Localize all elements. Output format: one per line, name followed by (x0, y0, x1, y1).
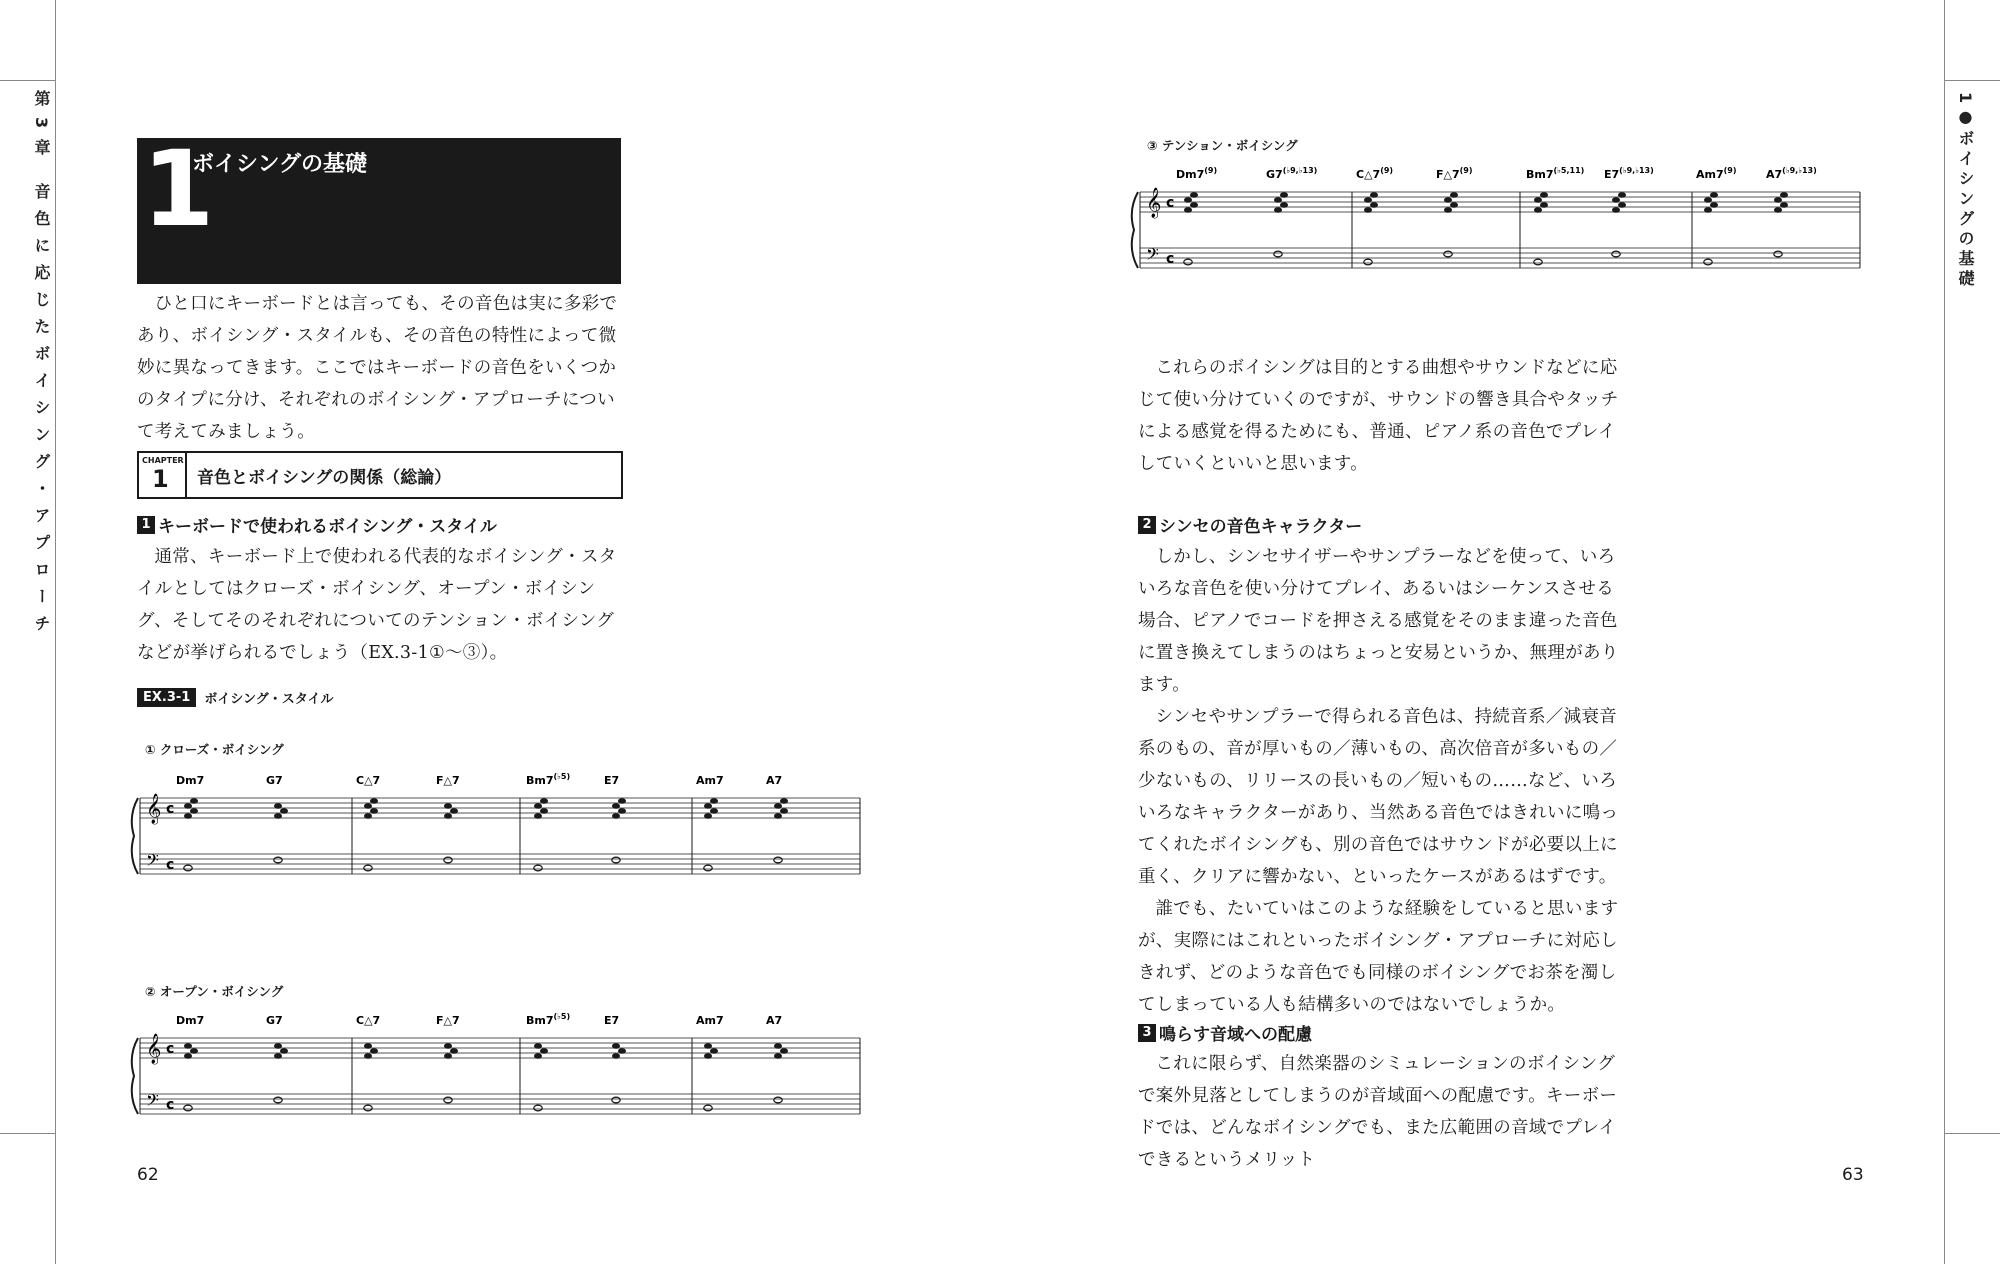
treble-notehead (280, 808, 288, 814)
treble-notehead (1780, 192, 1788, 198)
bass-notehead (1274, 251, 1282, 257)
treble-notehead (1364, 197, 1372, 203)
treble-notehead (1190, 192, 1198, 198)
right-margin-line (1944, 0, 1945, 1264)
treble-notehead (364, 803, 372, 809)
example-title: ボイシング・スタイル (204, 692, 334, 707)
treble-notehead (1540, 202, 1548, 208)
treble-notehead (1280, 192, 1288, 198)
staff-brace (132, 798, 138, 874)
chord-symbol: E7 (604, 774, 620, 787)
example-tag: EX.3-1 (137, 688, 196, 707)
bass-notehead (1184, 259, 1192, 265)
treble-notehead (190, 798, 198, 804)
section-number-2: 2 (1138, 516, 1156, 534)
chapter-number: 1 (152, 465, 169, 493)
treble-notehead (1184, 207, 1192, 213)
treble-notehead (710, 1048, 718, 1054)
chapter-side-title: 第3章 音色に応じたボイシング・アプローチ (32, 90, 51, 642)
chord-symbol: $Bm7^{(♭5)}$ (526, 772, 571, 787)
treble-notehead (1612, 207, 1620, 213)
treble-notehead (1710, 202, 1718, 208)
right-tab-bottom-rule (1944, 1133, 2000, 1134)
bass-notehead (704, 1105, 712, 1111)
chord-symbol: A7 (766, 1014, 783, 1027)
section-title-3: 鳴らす音域への配慮 (1159, 1025, 1312, 1045)
treble-notehead (450, 808, 458, 814)
bass-notehead (1444, 251, 1452, 257)
treble-notehead (1274, 207, 1282, 213)
bass-notehead (774, 1097, 782, 1103)
treble-notehead (612, 1053, 620, 1059)
treble-notehead (774, 1043, 782, 1049)
section3-paragraph: これに限らず、自然楽器のシミュレーションのボイシングで案外見落としてしまうのが音域面への配慮です。キーボードでは、どんなボイシングでも、また広範囲の音域でプレイできるというメリット (1138, 1054, 1618, 1170)
treble-clef-icon: 𝄞 (146, 1034, 162, 1064)
treble-notehead (704, 813, 712, 819)
left-tab-top-rule (0, 80, 55, 81)
treble-notehead (780, 1048, 788, 1054)
example-label (137, 688, 333, 707)
staff-brace (132, 1038, 138, 1114)
treble-notehead (274, 1043, 282, 1049)
chapter-number-cell (139, 453, 187, 497)
treble-notehead (534, 1043, 542, 1049)
chord-symbol: E7 (604, 1014, 620, 1027)
treble-notehead (1534, 207, 1542, 213)
treble-notehead (444, 813, 452, 819)
treble-notehead (612, 813, 620, 819)
treble-clef-icon: 𝄞 (1146, 188, 1162, 218)
left-margin-line (55, 0, 56, 1264)
treble-notehead (780, 808, 788, 814)
chapter-box (137, 451, 623, 499)
common-time-icon: c (1166, 195, 1175, 211)
treble-notehead (370, 1048, 378, 1054)
treble-notehead (450, 1048, 458, 1054)
treble-notehead (710, 808, 718, 814)
treble-notehead (370, 808, 378, 814)
chord-symbol: Dm7 (176, 1014, 205, 1027)
treble-notehead (364, 813, 372, 819)
treble-notehead (184, 1053, 192, 1059)
bass-notehead (534, 1105, 542, 1111)
bass-notehead (534, 865, 542, 871)
treble-notehead (704, 803, 712, 809)
tension-voicing-label: ③ テンション・ボイシング (1147, 138, 1298, 153)
treble-notehead (618, 1048, 626, 1054)
treble-notehead (184, 803, 192, 809)
section-heading-2 (1138, 512, 1362, 537)
page-number-left: 62 (137, 1165, 159, 1185)
section-title-1: キーボードで使われるボイシング・スタイル (158, 517, 497, 537)
bass-notehead (1704, 259, 1712, 265)
common-time-icon: c (1166, 251, 1175, 267)
treble-notehead (190, 808, 198, 814)
bass-notehead (364, 865, 372, 871)
treble-notehead (1618, 192, 1626, 198)
treble-notehead (618, 798, 626, 804)
common-time-icon: c (166, 1097, 175, 1113)
treble-notehead (1774, 197, 1782, 203)
chord-symbol: Am7$^{(9)}$ (1696, 166, 1737, 181)
treble-notehead (190, 1048, 198, 1054)
treble-notehead (1710, 192, 1718, 198)
treble-notehead (1444, 207, 1452, 213)
treble-notehead (612, 803, 620, 809)
close-voicing-label: ① クローズ・ボイシング (145, 742, 284, 757)
section-title-2: シンセの音色キャラクター (1159, 517, 1363, 537)
chord-symbol: $E7^{(♭9,♭13)}$ (1604, 166, 1654, 181)
treble-notehead (780, 798, 788, 804)
treble-notehead (1450, 192, 1458, 198)
treble-notehead (370, 798, 378, 804)
bass-notehead (274, 1097, 282, 1103)
staff-brace (1132, 192, 1138, 268)
treble-notehead (274, 813, 282, 819)
treble-notehead (1274, 197, 1282, 203)
chord-symbol: C△7$^{(9)}$ (1356, 166, 1394, 181)
treble-notehead (1444, 197, 1452, 203)
treble-notehead (1184, 197, 1192, 203)
treble-notehead (534, 803, 542, 809)
chord-symbol: $G7^{(♭9,♭13)}$ (1266, 166, 1318, 181)
bass-notehead (364, 1105, 372, 1111)
bass-notehead (444, 1097, 452, 1103)
chord-symbol: Dm7 (176, 774, 205, 787)
section2-p1: しかし、シンセサイザーやサンプラーなどを使って、いろいろな音色を使い分けてプレイ、あるいはシーケンスさせる場合、ピアノでコードを押さえる感覚をそのまま違った音色に置き換えてしまうのはちょっと安易というか、無理があります。 (1138, 547, 1619, 695)
chord-symbol: F△7 (436, 1014, 460, 1027)
bass-notehead (184, 1105, 192, 1111)
chord-symbol: Am7 (696, 774, 724, 787)
treble-notehead (774, 1053, 782, 1059)
treble-notehead (444, 803, 452, 809)
chord-symbol: F△7$^{(9)}$ (1436, 166, 1473, 181)
chord-symbol: G7 (266, 774, 283, 787)
chord-symbol: G7 (266, 1014, 283, 1027)
treble-notehead (444, 1043, 452, 1049)
treble-notehead (774, 803, 782, 809)
section2-p3: 誰でも、たいていはこのような経験をしていると思いますが、実際にはこれといったボイシング・アプローチに対応しきれず、どのような音色でも同様のボイシングでお茶を濁してしまっている人も結構多いのではないでしょうか。 (1138, 899, 1619, 1015)
heading-number: 1 (142, 128, 211, 250)
tension-voicing-staff (1132, 160, 1872, 290)
treble-notehead (274, 803, 282, 809)
bass-clef-icon: 𝄢 (146, 1090, 159, 1114)
treble-notehead (1190, 202, 1198, 208)
section2-p2: シンセやサンプラーで得られる音色は、持続音系／減衰音系のもの、音が厚いもの／薄いもの、高次倍音が多いもの／少ないもの、リリースの長いもの／短いもの……など、いろいろなキャラクターがあり、当然ある音色ではきれいに鳴ってくれたボイシングも、別の音色ではサウンドが必要以上に重く、クリアに響かない、といったケースがあるはずです。 (1138, 707, 1619, 887)
treble-clef-icon: 𝄞 (146, 794, 162, 824)
section-number-1: 1 (137, 516, 155, 534)
treble-notehead (540, 798, 548, 804)
treble-notehead (1618, 202, 1626, 208)
chord-symbol: C△7 (356, 774, 381, 787)
right-paragraph-1: これらのボイシングは目的とする曲想やサウンドなどに応じて使い分けていくのですが、サウンドの響き具合やタッチによる感覚を得るためにも、普通、ピアノ系の音色でプレイしていくといいと思います。 (1138, 358, 1619, 474)
chord-symbol: Dm7$^{(9)}$ (1176, 166, 1218, 181)
chord-symbol: C△7 (356, 1014, 381, 1027)
open-voicing-staff (132, 1006, 872, 1126)
treble-notehead (710, 798, 718, 804)
chord-symbol: $Bm7^{(♭5)}$ (526, 1012, 571, 1027)
treble-notehead (1612, 197, 1620, 203)
bass-notehead (612, 1097, 620, 1103)
bass-notehead (704, 865, 712, 871)
treble-notehead (1540, 192, 1548, 198)
treble-notehead (540, 808, 548, 814)
treble-notehead (704, 1043, 712, 1049)
chord-symbol: Am7 (696, 1014, 724, 1027)
treble-notehead (1704, 197, 1712, 203)
treble-notehead (704, 1053, 712, 1059)
treble-notehead (444, 1053, 452, 1059)
treble-notehead (540, 1048, 548, 1054)
chapter-label: CHAPTER (142, 456, 184, 465)
bass-notehead (274, 857, 282, 863)
treble-notehead (274, 1053, 282, 1059)
treble-notehead (1450, 202, 1458, 208)
chord-symbol: $Bm7^{(♭5,11)}$ (1526, 166, 1585, 181)
section-heading-1 (137, 512, 497, 537)
treble-notehead (364, 1053, 372, 1059)
bass-clef-icon: 𝄢 (1146, 244, 1159, 268)
right-tab-top-rule (1944, 80, 2000, 81)
treble-notehead (1370, 192, 1378, 198)
treble-notehead (364, 1043, 372, 1049)
bass-notehead (1612, 251, 1620, 257)
bass-notehead (612, 857, 620, 863)
close-voicing-staff (132, 766, 872, 886)
treble-notehead (1370, 202, 1378, 208)
heading-title: ボイシングの基礎 (192, 152, 368, 177)
open-voicing-label: ② オープン・ボイシング (145, 984, 284, 999)
intro-paragraph: ひと口にキーボードとは言っても、その音色は実に多彩であり、ボイシング・スタイルも、その音色の特性によって微妙に異なってきます。ここではキーボードの音色をいくつかのタイプに分け、それぞれのボイシング・アプローチについて考えてみましょう。 (137, 294, 618, 442)
bass-clef-icon: 𝄢 (146, 850, 159, 874)
chapter-title: 音色とボイシングの関係（総論） (197, 467, 452, 488)
section-side-title: 1●ボイシングの基礎 (1956, 92, 1975, 291)
section-heading-3 (1138, 1020, 1312, 1045)
treble-notehead (1364, 207, 1372, 213)
bass-notehead (184, 865, 192, 871)
common-time-icon: c (166, 857, 175, 873)
common-time-icon: c (166, 1041, 175, 1057)
page-number-right: 63 (1842, 1165, 1864, 1185)
left-tab-bottom-rule (0, 1133, 55, 1134)
treble-notehead (1704, 207, 1712, 213)
chord-symbol: F△7 (436, 774, 460, 787)
treble-notehead (534, 1053, 542, 1059)
section2-paragraphs (1138, 541, 1624, 1021)
treble-notehead (1534, 197, 1542, 203)
section1-paragraph: 通常、キーボード上で使われる代表的なボイシング・スタイルとしてはクローズ・ボイシング、オープン・ボイシング、そしてそのそれぞれについてのテンション・ボイシングなどが挙げられるでしょう（EX.3-1①〜③）。 (137, 547, 617, 663)
treble-notehead (1780, 202, 1788, 208)
bass-notehead (1534, 259, 1542, 265)
common-time-icon: c (166, 801, 175, 817)
chord-symbol: $A7^{(♭9,♭13)}$ (1766, 166, 1817, 181)
treble-notehead (534, 813, 542, 819)
bass-notehead (774, 857, 782, 863)
treble-notehead (1774, 207, 1782, 213)
treble-notehead (774, 813, 782, 819)
treble-notehead (184, 813, 192, 819)
treble-notehead (184, 1043, 192, 1049)
chapter-heading-block (137, 128, 621, 284)
treble-notehead (612, 1043, 620, 1049)
bass-notehead (1364, 259, 1372, 265)
chord-symbol: A7 (766, 774, 783, 787)
treble-notehead (280, 1048, 288, 1054)
section-number-3: 3 (1138, 1024, 1156, 1042)
treble-notehead (618, 808, 626, 814)
bass-notehead (1774, 251, 1782, 257)
bass-notehead (444, 857, 452, 863)
treble-notehead (1280, 202, 1288, 208)
